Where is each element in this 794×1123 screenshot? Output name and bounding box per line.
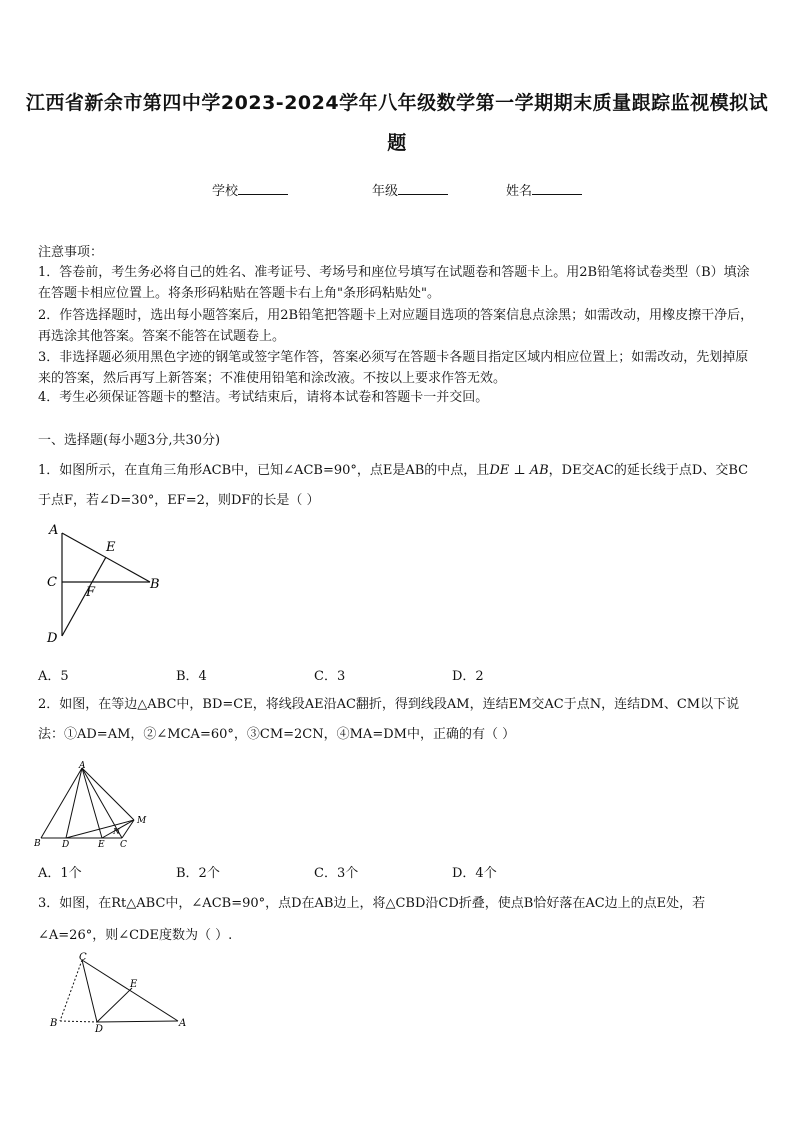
notice-item-4: 4．考生必须保证答题卡的整洁。考试结束后，请将本试卷和答题卡一并交回。	[38, 390, 489, 405]
question-2-text: 2．如图，在等边△ABC中，BD=CE，将线段AE沿AC翻折，得到线段AM，连结EM交AC于点N，连结DM、CM以下说法：①AD=AM，②∠MCA=60°，③CM=2CN，④MA=DM中，正确的有（ ）	[38, 697, 740, 742]
name-blank	[532, 182, 582, 195]
label-a: A	[79, 761, 86, 771]
line-ad	[66, 768, 82, 838]
question-1-figure	[40, 518, 170, 648]
name-label: 姓名	[506, 184, 533, 199]
line-ab	[41, 768, 82, 838]
question-3-text: 3．如图，在Rt△ABC中，∠ACB=90°，点D在AB边上，将△CBD沿CD折叠，使点B恰好落在AC边上的点E处，若∠A=26°，则∠CDE度数为（ ）.	[38, 896, 706, 943]
label-d: D	[47, 631, 58, 646]
label-b: B	[34, 839, 41, 849]
line-cd	[82, 960, 97, 1022]
label-m: M	[137, 816, 147, 826]
q1-text-b: ，DE交AC的延长线于点D、交BC于点F，若∠D=30°，EF=2，则DF的长是（ ）	[38, 463, 749, 508]
section-title: 一、选择题(每小题3分,共30分)	[38, 433, 221, 448]
school-label: 学校	[212, 184, 239, 199]
label-a: A	[49, 523, 59, 538]
grade-field	[372, 180, 448, 199]
student-info-fields	[0, 180, 794, 200]
q1-option-c[interactable]: C．3	[314, 669, 346, 684]
label-d: D	[95, 1024, 104, 1035]
label-b: B	[50, 1018, 58, 1029]
q1-option-d[interactable]: D．2	[452, 669, 484, 684]
q2-option-d[interactable]: D．4个	[452, 866, 497, 881]
grade-blank	[398, 182, 448, 195]
label-c: C	[120, 840, 127, 850]
line-da	[97, 1021, 178, 1022]
line-cb-dashed	[60, 960, 82, 1021]
question-1-text	[38, 456, 756, 516]
label-e: E	[106, 540, 116, 555]
label-e: E	[130, 979, 138, 990]
q2-option-b[interactable]: B．2个	[176, 866, 220, 881]
school-field	[212, 180, 288, 199]
q1-option-a[interactable]: A．5	[38, 669, 69, 684]
notice-item-1: 1．答卷前，考生务必将自己的姓名、准考证号、考场号和座位号填写在试题卷和答题卡上。用2B铅笔将试卷类型（B）填涂在答题卡相应位置上。将条形码粘贴在答题卡右上角"条形码粘贴处"。	[38, 265, 750, 301]
notice-item-2: 2．作答选择题时，选出每小题答案后，用2B铅笔把答题卡上对应题目选项的答案信息点涂黑；如需改动，用橡皮擦干净后，再选涂其他答案。答案不能答在试题卷上。	[38, 308, 754, 344]
label-c: C	[47, 575, 57, 590]
label-a: A	[179, 1018, 187, 1029]
label-e: E	[98, 840, 105, 850]
exam-title-line1: 江西省新余市第四中学2023-2024学年八年级数学第一学期期末质量跟踪监视模拟试	[25, 92, 769, 114]
exam-title-line2: 题	[387, 132, 407, 154]
question-3-figure	[42, 950, 202, 1035]
name-field	[506, 180, 582, 199]
label-b: B	[150, 577, 160, 592]
notice-item-3: 3．非选择题必须用黑色字迹的钢笔或签字笔作答，答案必须写在答题卡各题目指定区域内相应位置上；如需改动，先划掉原来的答案，然后再写上新答案；不准使用铅笔和涂改液。不按以上要求作答无效。	[38, 350, 749, 386]
line-de	[97, 988, 132, 1022]
label-c: C	[79, 952, 87, 963]
label-f: F	[86, 585, 96, 600]
q1-math: DE ⊥ AB	[489, 463, 549, 478]
q1-option-b[interactable]: B．4	[176, 669, 207, 684]
q2-option-c[interactable]: C．3个	[314, 866, 359, 881]
grade-label: 年级	[372, 184, 399, 199]
label-n: N	[113, 827, 120, 836]
q1-text-a: 1．如图所示，在直角三角形ACB中，已知∠ACB=90°，点E是AB的中点，且	[38, 463, 490, 478]
line-bd-dashed	[60, 1021, 97, 1022]
question-2-figure	[34, 758, 154, 850]
notice-heading: 注意事项：	[38, 245, 104, 260]
line-de	[62, 557, 106, 636]
label-d: D	[62, 840, 70, 850]
q2-option-a[interactable]: A．1个	[38, 866, 82, 881]
school-blank	[238, 182, 288, 195]
